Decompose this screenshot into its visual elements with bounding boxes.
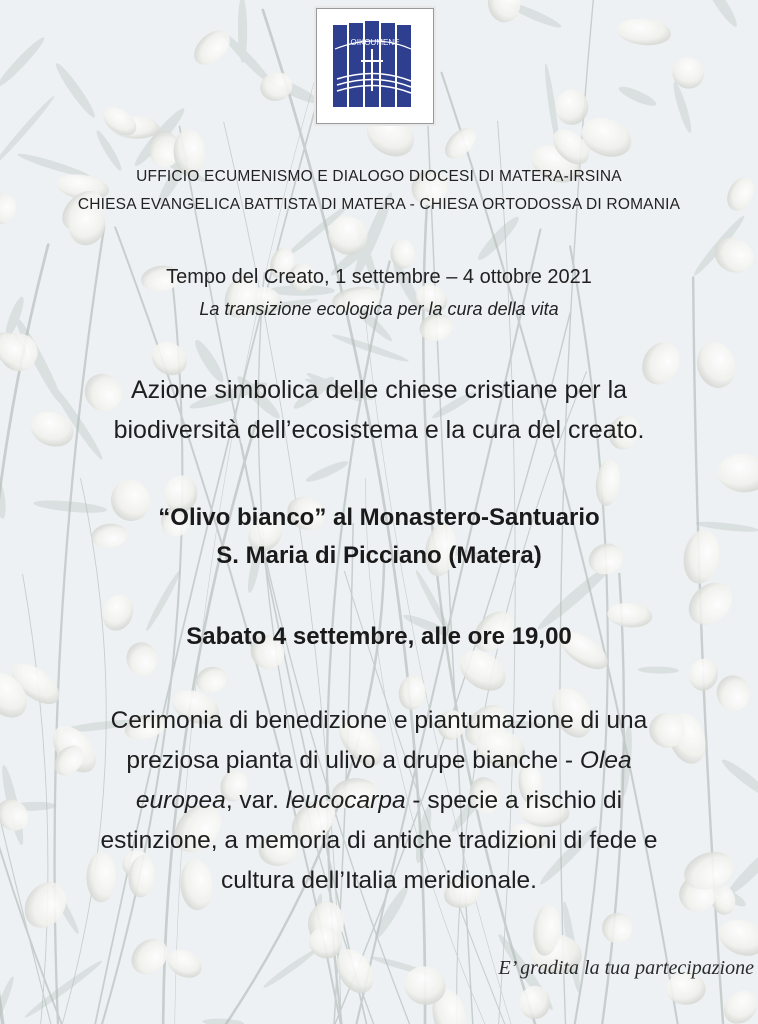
event-datetime: Sabato 4 settembre, alle ore 19,00 [186,623,572,650]
ceremony-line-1: Cerimonia di benedizione e piantumazione di una [110,707,648,734]
event-period-title: Tempo del Creato, 1 settembre – 4 ottobre 2021 [166,266,592,288]
header-line-2: CHIESA EVANGELICA BATTISTA DI MATERA - CHIESA ORTODOSSA DI ROMANIA [77,196,681,213]
ceremony-text: - specie a rischio di [405,787,623,814]
ceremony-line-2 [0,747,758,775]
ceremony-text: , var. [225,787,286,814]
ceremony-line-3 [0,787,758,815]
ceremony-line-5: cultura dell’Italia meridionale. [221,867,537,894]
venue-line-2: S. Maria di Picciano (Matera) [216,542,542,569]
event-period-subtitle: La transizione ecologica per la cura della vita [199,299,559,319]
species-name: Olea [579,747,632,774]
header-line-1: UFFICIO ECUMENISMO E DIALOGO DIOCESI DI MATERA-IRSINA [136,168,622,185]
variety-name: leucocarpa [285,787,406,814]
venue-line-1: “Olivo bianco” al Monastero-Santuario [158,504,600,531]
oikoumene-logo [316,8,434,124]
species-name: europea [135,787,226,814]
invitation-text: E’ gradita la tua partecipazione [498,957,754,979]
ceremony-text: preziosa pianta di ulivo a drupe bianche - [126,747,580,774]
ceremony-line-4: estinzione, a memoria di antiche tradizioni di fede e [100,827,658,854]
action-line-2: biodiversità dell’ecosistema e la cura del creato. [113,416,645,444]
oikoumene-logo-icon [329,19,421,113]
logo-text: OIKOUMENE [350,38,400,47]
action-line-1: Azione simbolica delle chiese cristiane per la [130,376,628,404]
